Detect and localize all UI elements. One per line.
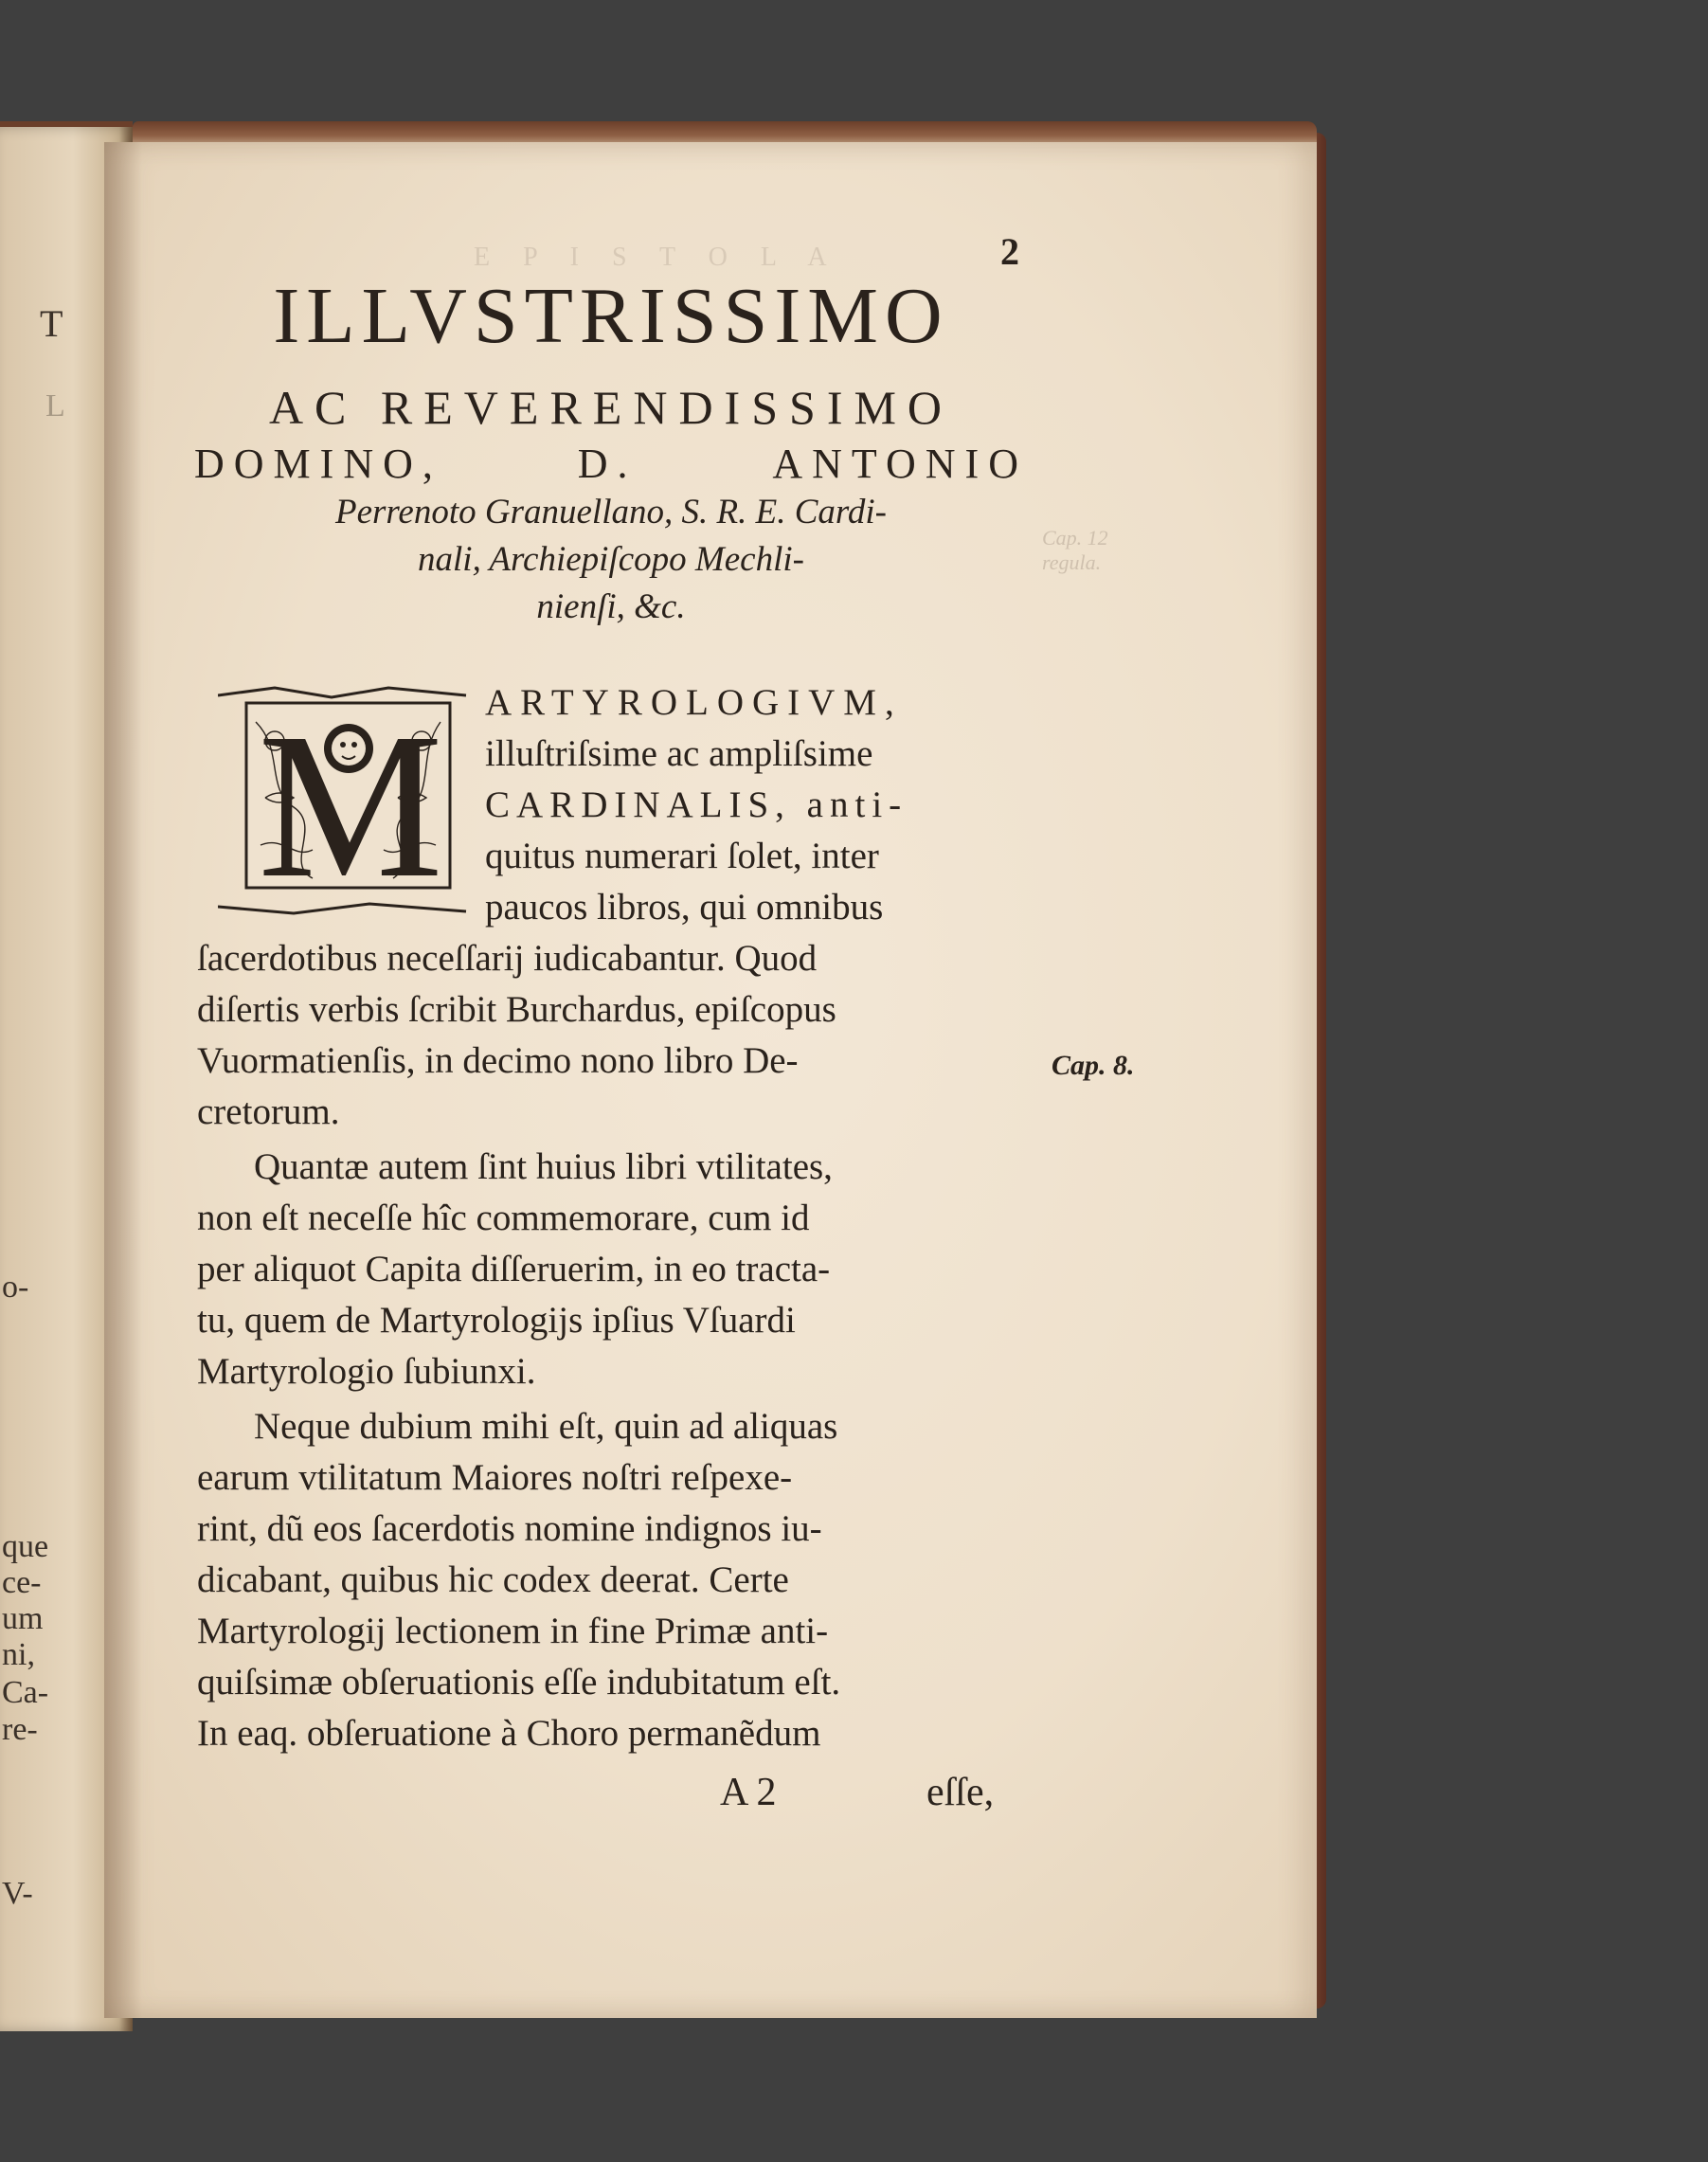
dedication-line: nienſi, &c. xyxy=(536,587,686,626)
heading-word: ANTONIO xyxy=(772,441,1028,487)
text-line: Martyrologio ſubiunxi. xyxy=(197,1351,536,1392)
facing-page-fragment: um xyxy=(2,1601,44,1636)
text-line: paucos libros, qui omnibus xyxy=(485,887,884,928)
text-line: non eſt neceſſe hîc commemorare, cum id xyxy=(197,1198,810,1238)
show-through-margin: Cap. 12 regula. xyxy=(1042,526,1108,575)
dedication-line: nali, Archiepiſcopo Mechli- xyxy=(418,540,804,579)
text-line: Quantæ autem ſint huius libri vtilitates, xyxy=(254,1146,833,1187)
facing-page-fragment: re- xyxy=(2,1712,38,1747)
facing-page-fragment: que xyxy=(2,1529,49,1564)
margin-note: Cap. 8. xyxy=(1052,1050,1135,1081)
catchword: eſſe, xyxy=(926,1771,995,1814)
facing-page-fragment: ce- xyxy=(2,1565,42,1600)
page-number: 2 xyxy=(1000,230,1019,273)
text-line: quitus numerari ſolet, inter xyxy=(485,836,879,876)
heading-word: D. xyxy=(577,441,638,487)
text-line: ARTYROLOGIVM, xyxy=(485,682,903,723)
heading-line-2: AC REVERENDISSIMO xyxy=(268,381,954,434)
heading-line-1: ILLVSTRISSIMO xyxy=(273,272,949,360)
facing-page-fragment: ni, xyxy=(2,1637,35,1672)
text-line: Martyrologij lectionem in fine Primæ anti- xyxy=(197,1611,829,1651)
text-line: earum vtilitatum Maiores noſtri reſpexe- xyxy=(197,1457,793,1498)
text-line: Neque dubium mihi eſt, quin ad aliquas xyxy=(254,1406,838,1447)
facing-page-fragment: o- xyxy=(2,1270,29,1305)
dedication-line: Perrenoto Granuellano, S. R. E. Cardi- xyxy=(334,493,887,531)
facing-page-fragment: Ca- xyxy=(2,1675,49,1710)
facing-page-fragment: L xyxy=(45,388,65,423)
text-line: per aliquot Capita diſſeruerim, in eo tracta- xyxy=(197,1249,831,1289)
text-line: cretorum. xyxy=(197,1091,340,1132)
text-line: rint, dũ eos ſacerdotis nomine indignos iu- xyxy=(197,1508,822,1549)
text-line: quiſsimæ obſeruationis eſſe indubitatum eſt. xyxy=(197,1662,841,1703)
text-line: Vuormatienſis, in decimo nono libro De- xyxy=(197,1040,799,1081)
page-gutter-shadow xyxy=(104,142,142,2018)
text-line: tu, quem de Martyrologijs ipſius Vſuardi xyxy=(197,1300,796,1341)
text-line: ſacerdotibus neceſſarij iudicabantur. Quod xyxy=(197,938,818,979)
text-line: illuſtriſsime ac ampliſsime xyxy=(485,733,873,774)
text-line: diſertis verbis ſcribit Burchardus, epiſcopus xyxy=(197,989,836,1030)
heading-word: DOMINO, xyxy=(194,441,442,487)
text-line: In eaq. obſeruatione à Choro permanẽdum xyxy=(197,1713,821,1754)
text-line: dicabant, quibus hic codex deerat. Certe xyxy=(197,1559,789,1600)
initial-letter: M xyxy=(258,690,443,921)
text-line: CARDINALIS, anti- xyxy=(485,784,908,825)
decorated-initial xyxy=(218,684,474,921)
heading-line-3 xyxy=(194,443,1028,485)
facing-page-fragment: T xyxy=(40,302,63,345)
signature-mark: A 2 xyxy=(720,1771,777,1814)
show-through-text: E P I S T O L A xyxy=(474,243,840,272)
facing-page-fragment: V- xyxy=(2,1876,33,1911)
